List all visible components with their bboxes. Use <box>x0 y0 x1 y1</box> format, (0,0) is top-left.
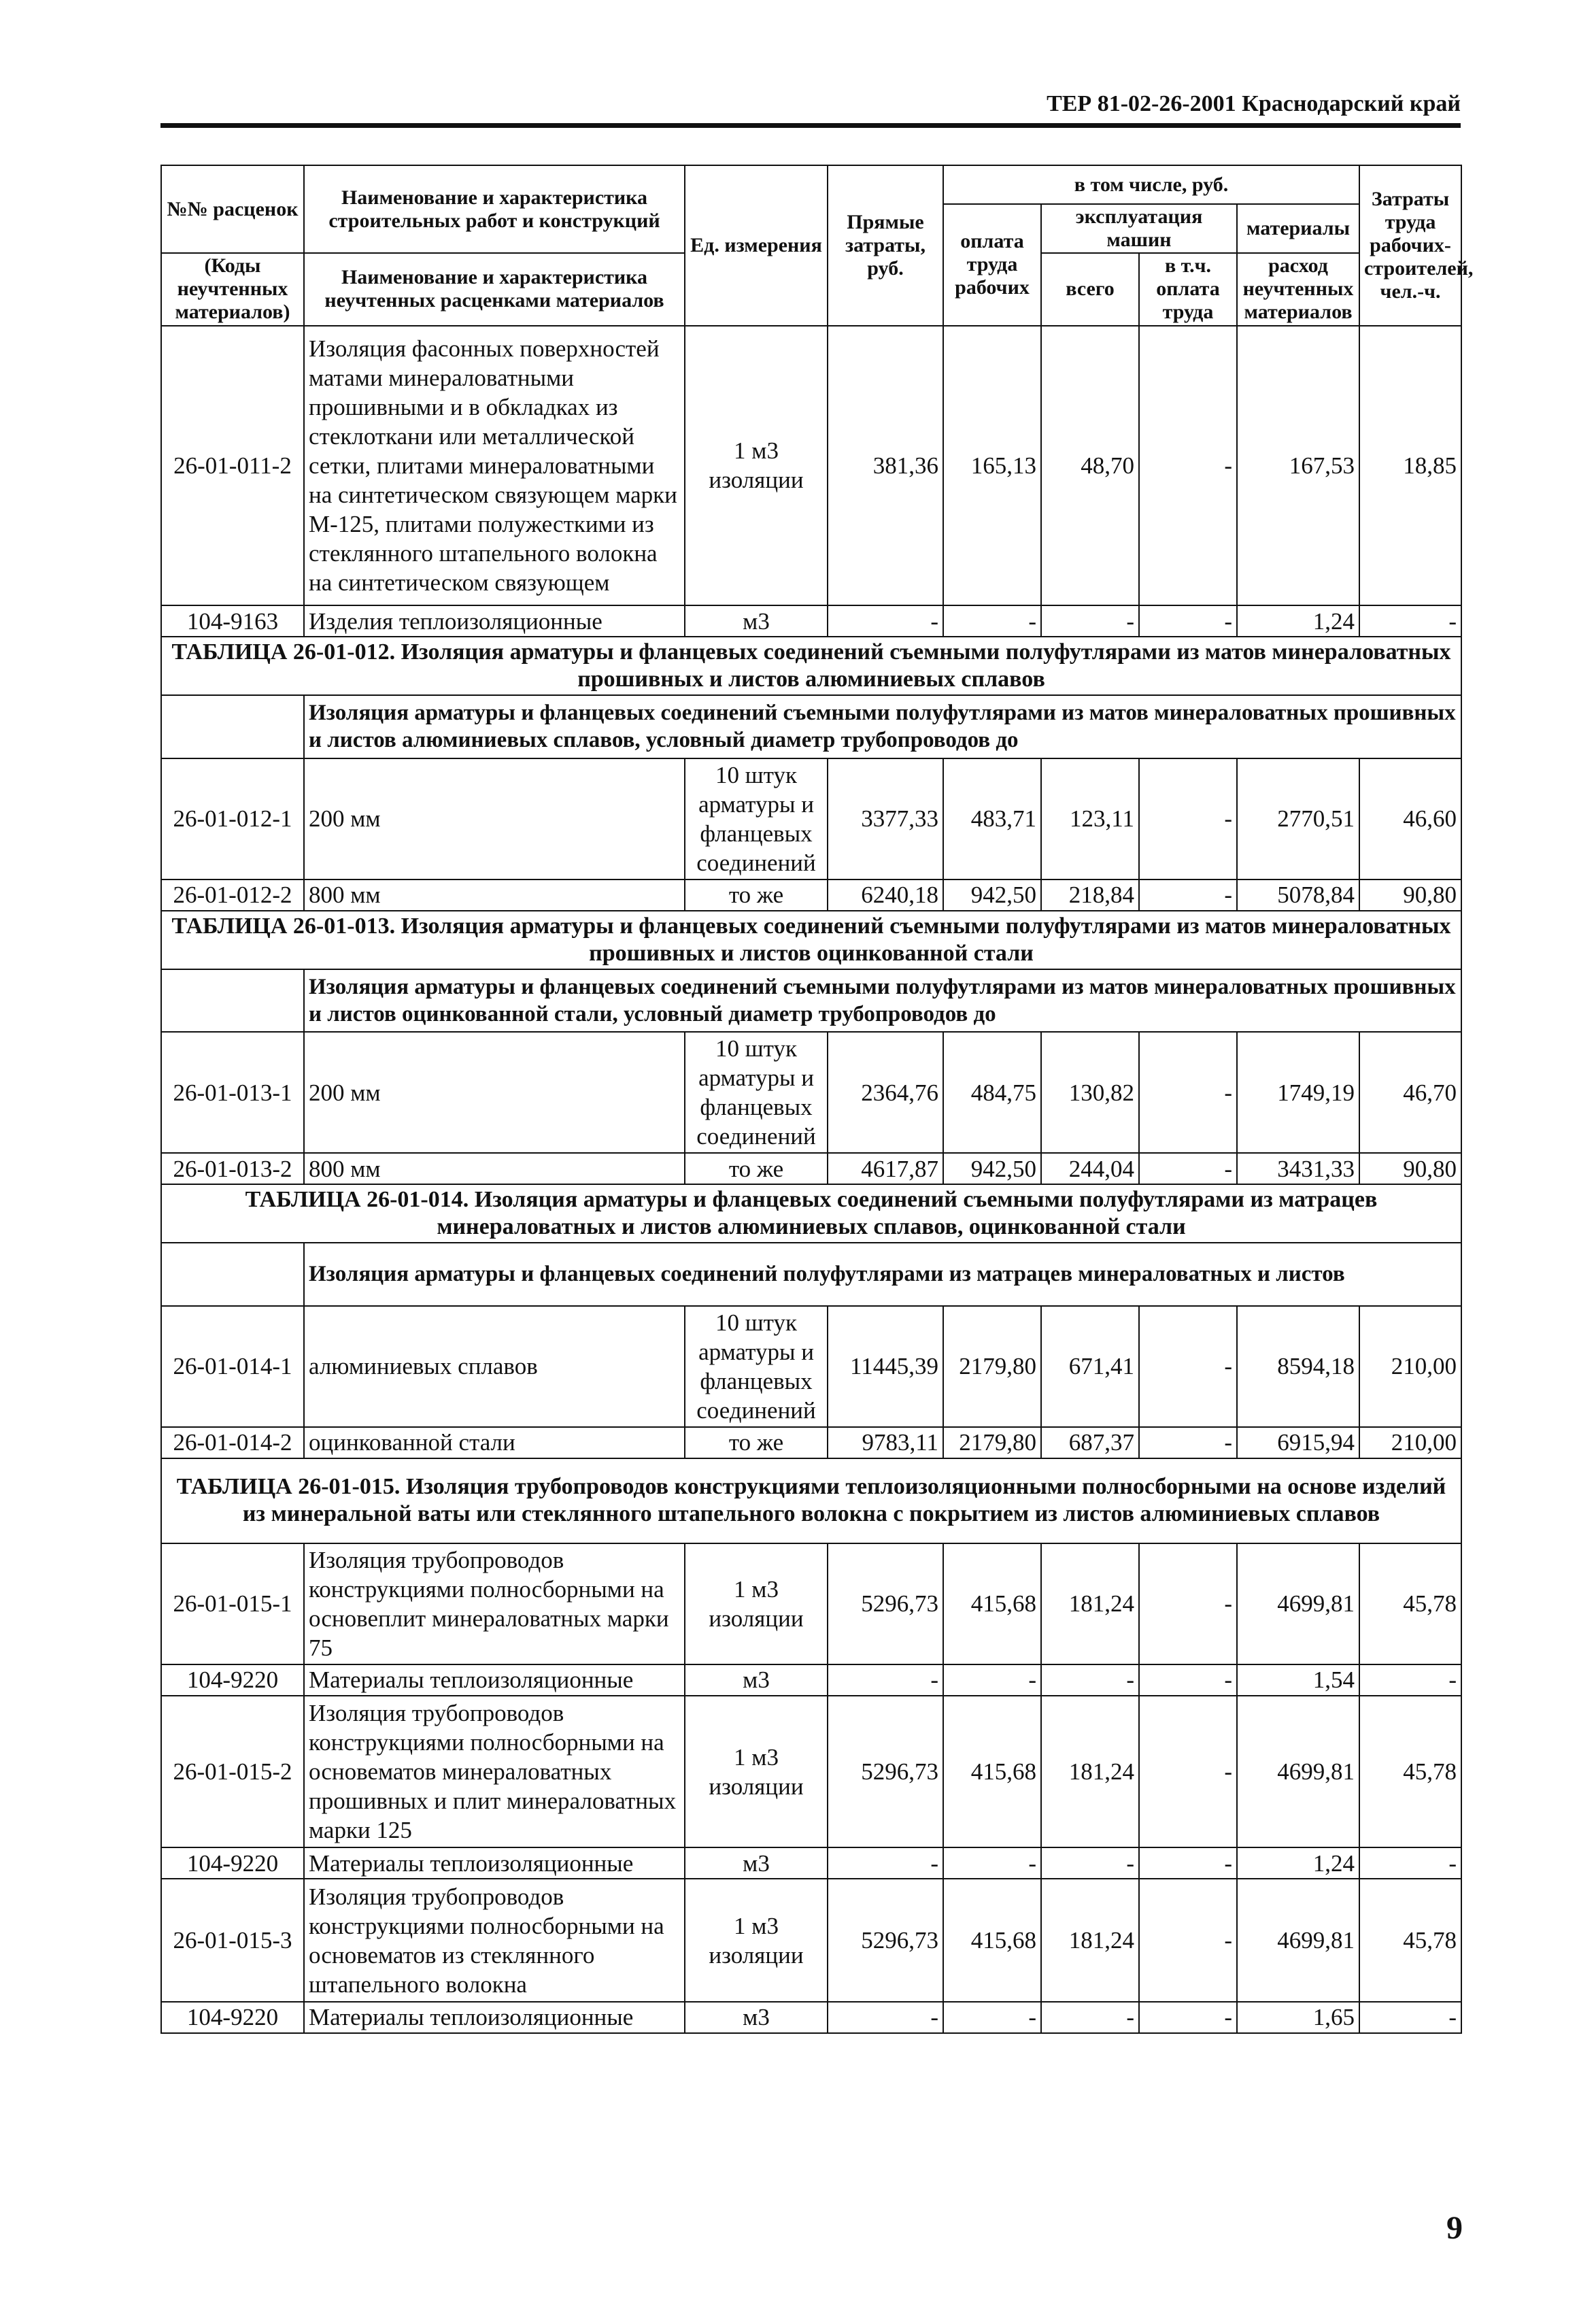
section-heading-012: Изоляция арматуры и фланцевых соединений съемными полуфутлярами из матов минераловатных прошивных и листов алюминиевых сплавов, условный диаметр трубопроводов до <box>304 695 1461 758</box>
wages: 415,68 <box>943 1696 1041 1847</box>
materials: 2770,51 <box>1237 758 1359 879</box>
material-consumption: 1,65 <box>1237 2002 1359 2033</box>
document-title: ТЕР 81-02-26-2001 Краснодарский край <box>1047 91 1461 116</box>
direct-cost: - <box>828 2002 943 2033</box>
col-including-header: в том числе, руб. <box>943 165 1359 204</box>
rate-code: 26-01-014-2 <box>161 1427 304 1458</box>
machines-wages: - <box>1139 879 1237 911</box>
labor: 45,78 <box>1359 1543 1461 1664</box>
wages: 484,75 <box>943 1032 1041 1153</box>
machines-total: 181,24 <box>1041 1879 1139 2001</box>
labor: 45,78 <box>1359 1696 1461 1847</box>
machines-wages: - <box>1139 1427 1237 1458</box>
col-machines-total-header: всего <box>1041 253 1139 325</box>
machines-wages: - <box>1139 1153 1237 1184</box>
empty-cell <box>161 969 304 1032</box>
unit: то же <box>685 1427 828 1458</box>
section-heading-014: Изоляция арматуры и фланцевых соединений полуфутлярами из матрацев минераловатных и листов <box>304 1243 1461 1305</box>
machines-wages: - <box>1139 1696 1237 1847</box>
table-row <box>161 879 1461 911</box>
machines-wages: - <box>1139 2002 1237 2033</box>
machines-wages: - <box>1139 1306 1237 1427</box>
col-machines-wages-header: в т.ч. оплата труда <box>1139 253 1237 325</box>
materials: 4699,81 <box>1237 1879 1359 2001</box>
machines-wages: - <box>1139 1032 1237 1153</box>
direct-cost: - <box>828 1664 943 1696</box>
col-name-subheader: Наименование и характеристика неучтенных расценками материалов <box>304 253 685 325</box>
machines-total: - <box>1041 1847 1139 1879</box>
rates-table <box>160 165 1474 2034</box>
labor: 46,70 <box>1359 1032 1461 1153</box>
unit: то же <box>685 879 828 911</box>
materials: 4699,81 <box>1237 1543 1359 1664</box>
material-name: Материалы теплоизоляционные <box>304 2002 685 2033</box>
col-wages-header: оплата труда рабочих <box>943 204 1041 325</box>
labor: 18,85 <box>1359 326 1461 606</box>
work-name: Изоляция фасонных поверхностей матами минераловатными прошивными и в обкладках из стеклоткани или металлической сетки, плитами минераловатными на синтетическом связующем марки М-125, плитами полужесткими из стеклянного штапельного волокна на синтетическом связующем <box>304 326 685 606</box>
table-row <box>161 1032 1461 1153</box>
machines-total: 130,82 <box>1041 1032 1139 1153</box>
unit: м3 <box>685 1847 828 1879</box>
material-consumption: 1,54 <box>1237 1664 1359 1696</box>
materials: 3431,33 <box>1237 1153 1359 1184</box>
table-row <box>161 1879 1461 2001</box>
direct-cost: 9783,11 <box>828 1427 943 1458</box>
work-name: алюминиевых сплавов <box>304 1306 685 1427</box>
material-row <box>161 1847 1461 1879</box>
work-name: 800 мм <box>304 1153 685 1184</box>
materials: 1749,19 <box>1237 1032 1359 1153</box>
material-name: Изделия теплоизоляционные <box>304 605 685 637</box>
section-heading-013: Изоляция арматуры и фланцевых соединений съемными полуфутлярами из матов минераловатных прошивных и листов оцинкованной стали, условный диаметр трубопроводов до <box>304 969 1461 1032</box>
rate-code: 26-01-015-3 <box>161 1879 304 2001</box>
direct-cost: 5296,73 <box>828 1696 943 1847</box>
unit: то же <box>685 1153 828 1184</box>
rate-code: 26-01-011-2 <box>161 326 304 606</box>
direct-cost: 5296,73 <box>828 1543 943 1664</box>
machines-total: 181,24 <box>1041 1543 1139 1664</box>
labor: 210,00 <box>1359 1427 1461 1458</box>
material-name: Материалы теплоизоляционные <box>304 1664 685 1696</box>
material-code: 104-9220 <box>161 1664 304 1696</box>
rate-code: 26-01-012-2 <box>161 879 304 911</box>
labor: 90,80 <box>1359 1153 1461 1184</box>
materials: 4699,81 <box>1237 1696 1359 1847</box>
table-caption-012: ТАБЛИЦА 26-01-012. Изоляция арматуры и фланцевых соединений съемными полуфутлярами из матов минераловатных прошивных и листов алюминиевых сплавов <box>161 637 1461 695</box>
labor: 90,80 <box>1359 879 1461 911</box>
col-unit-header: Ед. измерения <box>685 165 828 326</box>
table-caption-015: ТАБЛИЦА 26-01-015. Изоляция трубопроводов конструкциями теплоизоляционными полносборными на основе изделий из минеральной ваты или стеклянного штапельного волокна с покрытием из листов алюминиевых сплавов <box>161 1458 1461 1543</box>
labor: 46,60 <box>1359 758 1461 879</box>
rate-code: 26-01-012-1 <box>161 758 304 879</box>
work-name: Изоляция трубопроводов конструкциями полносборными на основематов из стеклянного штапельного волокна <box>304 1879 685 2001</box>
wages: - <box>943 605 1041 637</box>
work-name: 200 мм <box>304 758 685 879</box>
work-name: 800 мм <box>304 879 685 911</box>
material-row <box>161 1664 1461 1696</box>
table-caption-014: ТАБЛИЦА 26-01-014. Изоляция арматуры и фланцевых соединений съемными полуфутлярами из матрацев минераловатных и листов алюминиевых сплавов, оцинкованной стали <box>161 1184 1461 1243</box>
unit: 1 м3 изоляции <box>685 326 828 606</box>
wages: - <box>943 1847 1041 1879</box>
rate-code: 26-01-014-1 <box>161 1306 304 1427</box>
rate-code: 26-01-013-2 <box>161 1153 304 1184</box>
work-name: оцинкованной стали <box>304 1427 685 1458</box>
machines-wages: - <box>1139 1664 1237 1696</box>
labor: 45,78 <box>1359 1879 1461 2001</box>
unit: 1 м3 изоляции <box>685 1879 828 2001</box>
direct-cost: - <box>828 1847 943 1879</box>
table-row <box>161 1696 1461 1847</box>
direct-cost: 381,36 <box>828 326 943 606</box>
materials: 167,53 <box>1237 326 1359 606</box>
col-name-header: Наименование и характеристика строительных работ и конструкций <box>304 165 685 253</box>
col-materials-sub-header: расход неучтенных материалов <box>1237 253 1359 325</box>
page-header <box>160 80 1461 128</box>
page-number: 9 <box>1446 2210 1463 2246</box>
header-rule <box>160 123 1461 128</box>
col-machines-header: эксплуатация машин <box>1041 204 1237 253</box>
machines-wages: - <box>1139 605 1237 637</box>
wages: 2179,80 <box>943 1306 1041 1427</box>
table-row <box>161 1427 1461 1458</box>
labor: 210,00 <box>1359 1306 1461 1427</box>
direct-cost: 2364,76 <box>828 1032 943 1153</box>
machines-total: 123,11 <box>1041 758 1139 879</box>
material-consumption: 1,24 <box>1237 1847 1359 1879</box>
col-code-header: №№ расценок <box>161 165 304 253</box>
machines-total: 244,04 <box>1041 1153 1139 1184</box>
machines-wages: - <box>1139 1543 1237 1664</box>
unit: м3 <box>685 1664 828 1696</box>
direct-cost: 6240,18 <box>828 879 943 911</box>
labor: - <box>1359 605 1461 637</box>
material-code: 104-9163 <box>161 605 304 637</box>
col-direct-header: Прямые затраты, руб. <box>828 165 943 326</box>
wages: 415,68 <box>943 1879 1041 2001</box>
unit: 10 штук арматуры и фланцевых соединений <box>685 758 828 879</box>
wages: - <box>943 2002 1041 2033</box>
rate-code: 26-01-015-2 <box>161 1696 304 1847</box>
machines-total: 218,84 <box>1041 879 1139 911</box>
table-row <box>161 1543 1461 1664</box>
empty-cell <box>161 695 304 758</box>
table-row <box>161 1306 1461 1427</box>
machines-wages: - <box>1139 1879 1237 2001</box>
table-row <box>161 326 1461 606</box>
materials: 8594,18 <box>1237 1306 1359 1427</box>
col-labor-header: Затраты труда рабочих-строителей, чел.-ч. <box>1359 165 1461 326</box>
rate-code: 26-01-013-1 <box>161 1032 304 1153</box>
wages: 942,50 <box>943 1153 1041 1184</box>
unit: м3 <box>685 605 828 637</box>
material-row <box>161 2002 1461 2033</box>
machines-total: 671,41 <box>1041 1306 1139 1427</box>
machines-total: 687,37 <box>1041 1427 1139 1458</box>
machines-wages: - <box>1139 1847 1237 1879</box>
unit: 10 штук арматуры и фланцевых соединений <box>685 1306 828 1427</box>
wages: 2179,80 <box>943 1427 1041 1458</box>
direct-cost: 11445,39 <box>828 1306 943 1427</box>
machines-total: 181,24 <box>1041 1696 1139 1847</box>
direct-cost: - <box>828 605 943 637</box>
col-materials-header: материалы <box>1237 204 1359 253</box>
unit: м3 <box>685 2002 828 2033</box>
table-row <box>161 758 1461 879</box>
wages: 415,68 <box>943 1543 1041 1664</box>
machines-wages: - <box>1139 326 1237 606</box>
machines-wages: - <box>1139 758 1237 879</box>
machines-total: - <box>1041 2002 1139 2033</box>
machines-total: 48,70 <box>1041 326 1139 606</box>
table-caption-013: ТАБЛИЦА 26-01-013. Изоляция арматуры и фланцевых соединений съемными полуфутлярами из матов минераловатных прошивных и листов оцинкованной стали <box>161 911 1461 969</box>
machines-total: - <box>1041 605 1139 637</box>
materials: 5078,84 <box>1237 879 1359 911</box>
machines-total: - <box>1041 1664 1139 1696</box>
wages: 483,71 <box>943 758 1041 879</box>
direct-cost: 3377,33 <box>828 758 943 879</box>
work-name: 200 мм <box>304 1032 685 1153</box>
empty-cell <box>161 1243 304 1305</box>
table-row <box>161 1153 1461 1184</box>
work-name: Изоляция трубопроводов конструкциями полносборными на основематов минераловатных прошивных и плит минераловатных марки 125 <box>304 1696 685 1847</box>
direct-cost: 4617,87 <box>828 1153 943 1184</box>
wages: 942,50 <box>943 879 1041 911</box>
col-code-subheader: (Коды неучтенных материалов) <box>161 253 304 325</box>
materials: 6915,94 <box>1237 1427 1359 1458</box>
labor: - <box>1359 1847 1461 1879</box>
labor: - <box>1359 2002 1461 2033</box>
material-row <box>161 605 1461 637</box>
material-name: Материалы теплоизоляционные <box>304 1847 685 1879</box>
work-name: Изоляция трубопроводов конструкциями полносборными на основеплит минераловатных марки 75 <box>304 1543 685 1664</box>
material-consumption: 1,24 <box>1237 605 1359 637</box>
unit: 1 м3 изоляции <box>685 1543 828 1664</box>
rate-code: 26-01-015-1 <box>161 1543 304 1664</box>
wages: - <box>943 1664 1041 1696</box>
direct-cost: 5296,73 <box>828 1879 943 2001</box>
material-code: 104-9220 <box>161 2002 304 2033</box>
unit: 1 м3 изоляции <box>685 1696 828 1847</box>
material-code: 104-9220 <box>161 1847 304 1879</box>
wages: 165,13 <box>943 326 1041 606</box>
labor: - <box>1359 1664 1461 1696</box>
unit: 10 штук арматуры и фланцевых соединений <box>685 1032 828 1153</box>
